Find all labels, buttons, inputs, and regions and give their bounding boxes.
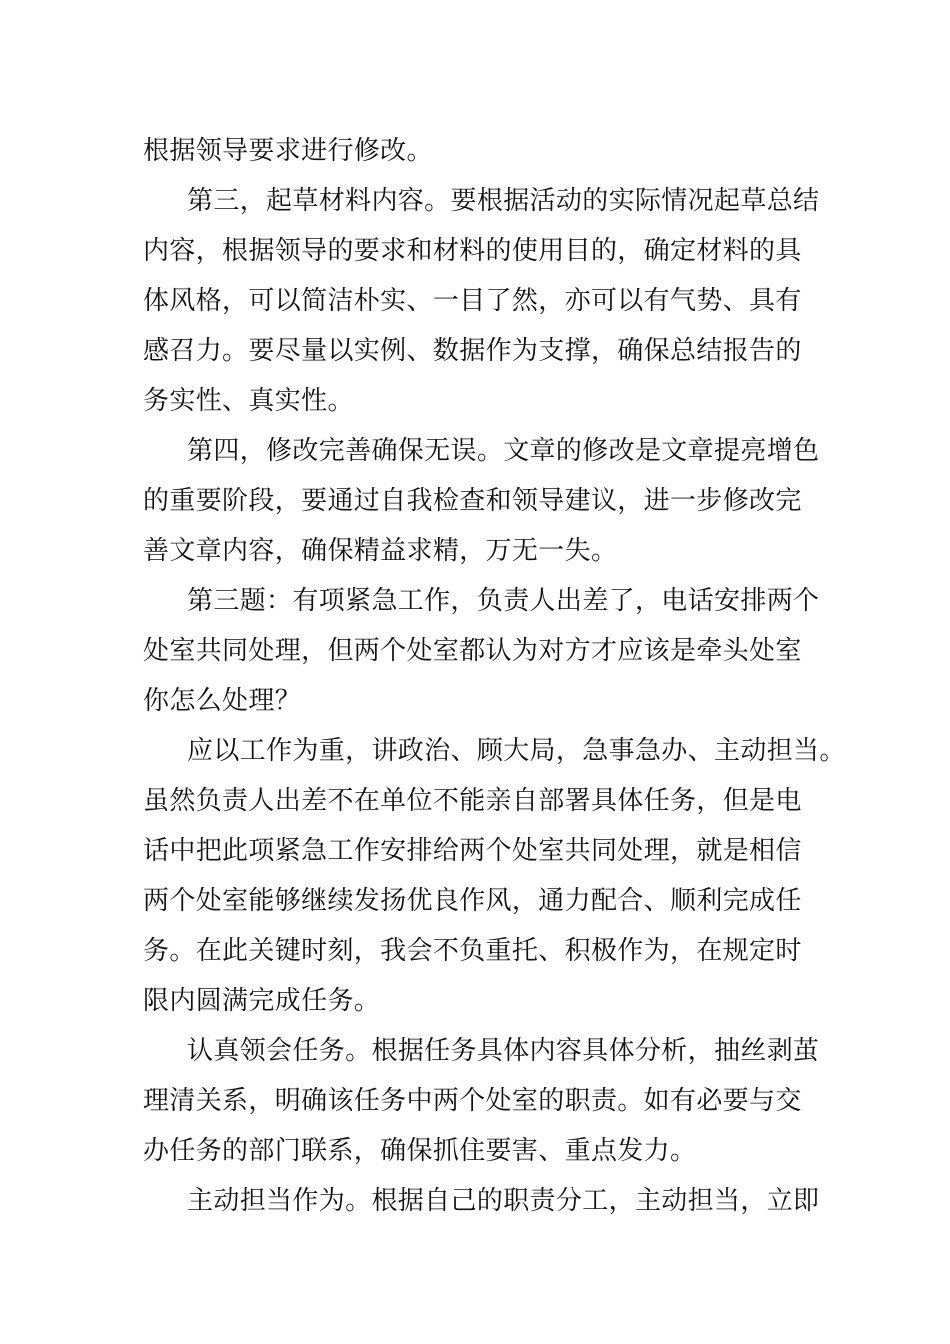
text-line: 你怎么处理？ bbox=[143, 686, 302, 716]
text-line: 两个处室能够继续发扬优良作风，通力配合、顺利完成任 bbox=[143, 886, 802, 916]
text-line: 务。在此关键时刻，我会不负重托、积极作为，在规定时 bbox=[143, 936, 802, 966]
text-line: 务实性、真实性。 bbox=[143, 386, 354, 416]
paragraph-start-line: 主动担当作为。根据自己的职责分工，主动担当，立即 bbox=[187, 1186, 820, 1216]
paragraph-start-line: 第四，修改完善确保无误。文章的修改是文章提亮增色 bbox=[187, 436, 820, 466]
text-line: 的重要阶段，要通过自我检查和领导建议，进一步修改完 bbox=[143, 486, 802, 516]
text-line: 话中把此项紧急工作安排给两个处室共同处理，就是相信 bbox=[143, 836, 802, 866]
paragraph-start-line: 认真领会任务。根据任务具体内容具体分析，抽丝剥茧 bbox=[187, 1036, 820, 1066]
text-line: 体风格，可以简洁朴实、一目了然，亦可以有气势、具有 bbox=[143, 286, 802, 316]
text-line: 理清关系，明确该任务中两个处室的职责。如有必要与交 bbox=[143, 1086, 802, 1116]
text-line: 内容，根据领导的要求和材料的使用目的，确定材料的具 bbox=[143, 236, 802, 266]
text-line: 办任务的部门联系，确保抓住要害、重点发力。 bbox=[143, 1136, 697, 1166]
text-line: 根据领导要求进行修改。 bbox=[143, 136, 433, 166]
text-line: 善文章内容，确保精益求精，万无一失。 bbox=[143, 536, 618, 566]
text-line: 感召力。要尽量以实例、数据作为支撑，确保总结报告的 bbox=[143, 336, 802, 366]
text-line: 虽然负责人出差不在单位不能亲自部署具体任务，但是电 bbox=[143, 786, 802, 816]
text-line: 限内圆满完成任务。 bbox=[143, 986, 381, 1016]
paragraph-start-line: 第三，起草材料内容。要根据活动的实际情况起草总结 bbox=[187, 186, 820, 216]
paragraph-start-line: 应以工作为重，讲政治、顾大局，急事急办、主动担当。 bbox=[187, 736, 846, 766]
question-heading-line: 第三题：有项紧急工作，负责人出差了，电话安排两个 bbox=[187, 586, 820, 616]
text-line: 处室共同处理，但两个处室都认为对方才应该是牵头处室 bbox=[143, 636, 802, 666]
